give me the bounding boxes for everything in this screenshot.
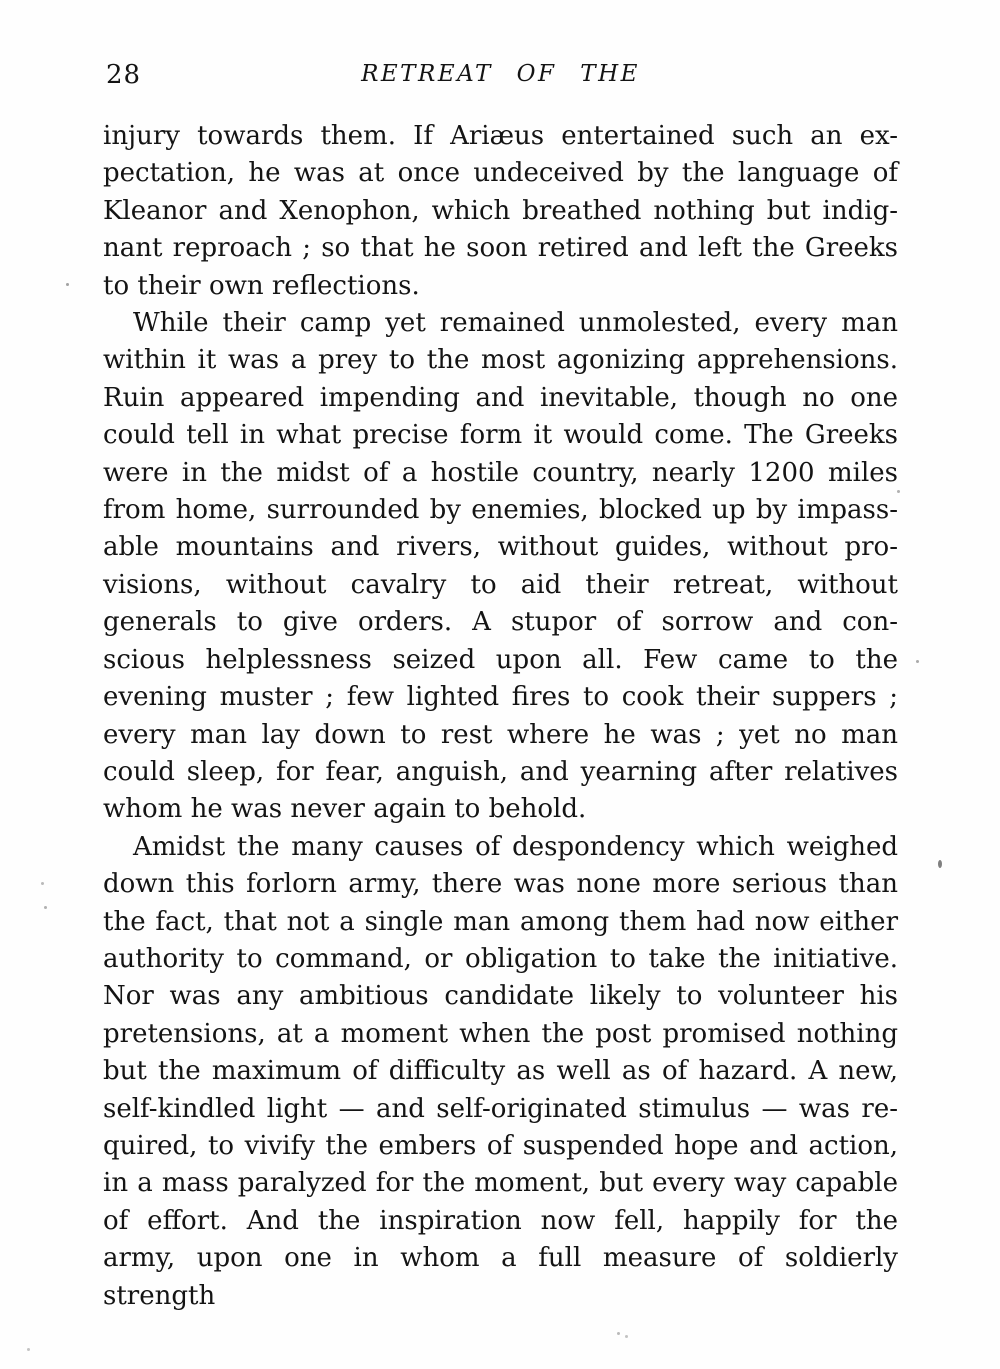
scan-speck [916,660,919,663]
text-line: Amidst the many causes of despondency which weighed [133,831,898,862]
scan-speck [625,1335,628,1338]
text-line: army, upon one in whom a full measure of soldierly strength [103,1243,898,1311]
scan-speck [27,1348,30,1351]
text-line: quired, to vivify the embers of suspended hope and action, [103,1130,898,1161]
text-line: generals to give orders. A stupor of sorrow and con- [103,607,898,638]
running-title: RETREAT OF THE [361,61,640,87]
text-line: visions, without cavalry to aid their retreat, without [103,569,898,600]
text-line: were in the midst of a hostile country, nearly 1200 miles [103,457,898,488]
text-line: from home, surrounded by enemies, blocked up by impass- [103,495,898,526]
text-line: could tell in what precise form it would come. The Greeks [103,420,898,451]
text-line: pretensions, at a moment when the post promised nothing [103,1018,898,1049]
scan-speck [617,1332,620,1335]
scan-speck [938,860,942,868]
text-line: evening muster ; few lighted fires to cook their suppers ; [103,682,898,713]
text-line: able mountains and rivers, without guides, without pro- [103,532,898,563]
text-line: every man lay down to rest where he was ; yet no man [103,719,898,750]
text-line: in a mass paralyzed for the moment, but every way capable [103,1168,898,1199]
text-line: Ruin appeared impending and inevitable, though no one [103,382,898,413]
text-block [103,118,898,1315]
text-line: but the maximum of difficulty as well as of hazard. A new, [103,1056,898,1087]
text-line: could sleep, for fear, anguish, and yearning after relatives [103,756,898,787]
text-line: of effort. And the inspiration now fell, happily for the [103,1205,898,1236]
page-header [103,58,898,92]
text-line: self-kindled light — and self-originated stimulus — was re- [103,1093,898,1124]
scan-speck [66,283,69,286]
scan-speck [41,882,44,885]
text-line: injury towards them. If Ariæus entertained such an ex- [103,121,898,151]
text-line: down this forlorn army, there was none more serious than [103,869,898,900]
page-number: 28 [106,60,142,90]
text-line: whom he was never again to behold. [103,794,587,825]
text-line: nant reproach ; so that he soon retired and left the Greeks [103,233,898,264]
text-line: the fact, that not a single man among them had now either [103,906,898,937]
text-line: scious helplessness seized upon all. Few came to the [103,644,898,675]
text-line: authority to command, or obligation to take the initiative. [103,943,898,974]
text-line: Kleanor and Xenophon, which breathed nothing but indig- [103,195,898,226]
scan-speck [897,490,900,493]
text-line: While their camp yet remained unmolested, every man [133,308,898,339]
text-line: within it was a prey to the most agonizing apprehensions. [103,345,898,376]
text-line: to their own reflections. [103,270,420,301]
scan-speck [44,906,47,909]
text-line: pectation, he was at once undeceived by the language of [103,158,898,189]
text-line: Nor was any ambitious candidate likely to volunteer his [103,981,898,1012]
